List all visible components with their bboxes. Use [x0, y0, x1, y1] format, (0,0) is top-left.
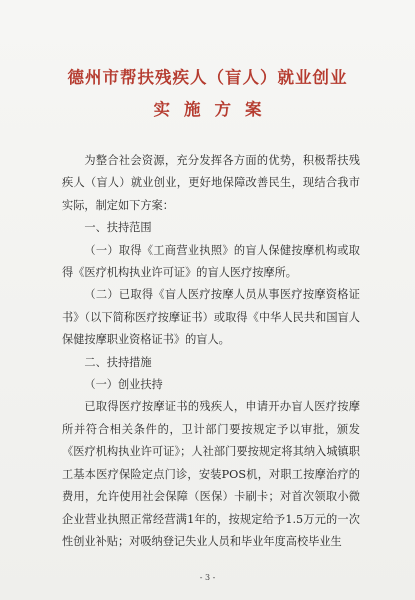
section-heading-measures: 二、扶持措施 — [84, 355, 152, 369]
startup-support-paragraph: 已取得医疗按摩证书的残疾人，申请开办盲人医疗按摩所并符合相关条件的，卫计部门要按规定予以审批，颁发《医疗机构执业许可证》；人社部门要按规定将其纳入城镇职工基本医疗保险定点门诊，安装POS机，对职工按摩治疗的费用，允许使用社会保障（医保）卡刷卡；对首次领取小微企业营业执照正常经营满1年的，按规定给予1.5万元的一次性创业补贴；对吸纳登记失业人员和毕业年度高校毕业生 — [62, 400, 360, 548]
intro-paragraph: 为整合社会资源，充分发挥各方面的优势，积极帮扶残疾人（盲人）就业创业，更好地保障改善民生，现结合我市实际，制定如下方案： — [62, 154, 360, 212]
document-title: 德州市帮扶残疾人（盲人）就业创业 — [67, 68, 348, 87]
scope-item-1: （一）取得《工商营业执照》的盲人保健按摩机构或取得《医疗机构执业许可证》的盲人医疗按摩所。 — [62, 243, 360, 280]
section-heading-scope: 一、扶持范围 — [84, 221, 152, 235]
subsection-heading-startup: （一）创业扶持 — [84, 378, 163, 392]
document-subtitle: 实施方案 — [153, 100, 276, 119]
scope-item-2: （二）已取得《盲人医疗按摩人员从事医疗按摩资格证书》（以下简称医疗按摩证书）或取得《中华人民共和国盲人保健按摩职业资格证书》的盲人。 — [62, 288, 360, 347]
page-number: - 3 - — [199, 573, 216, 582]
document-body — [62, 150, 360, 553]
